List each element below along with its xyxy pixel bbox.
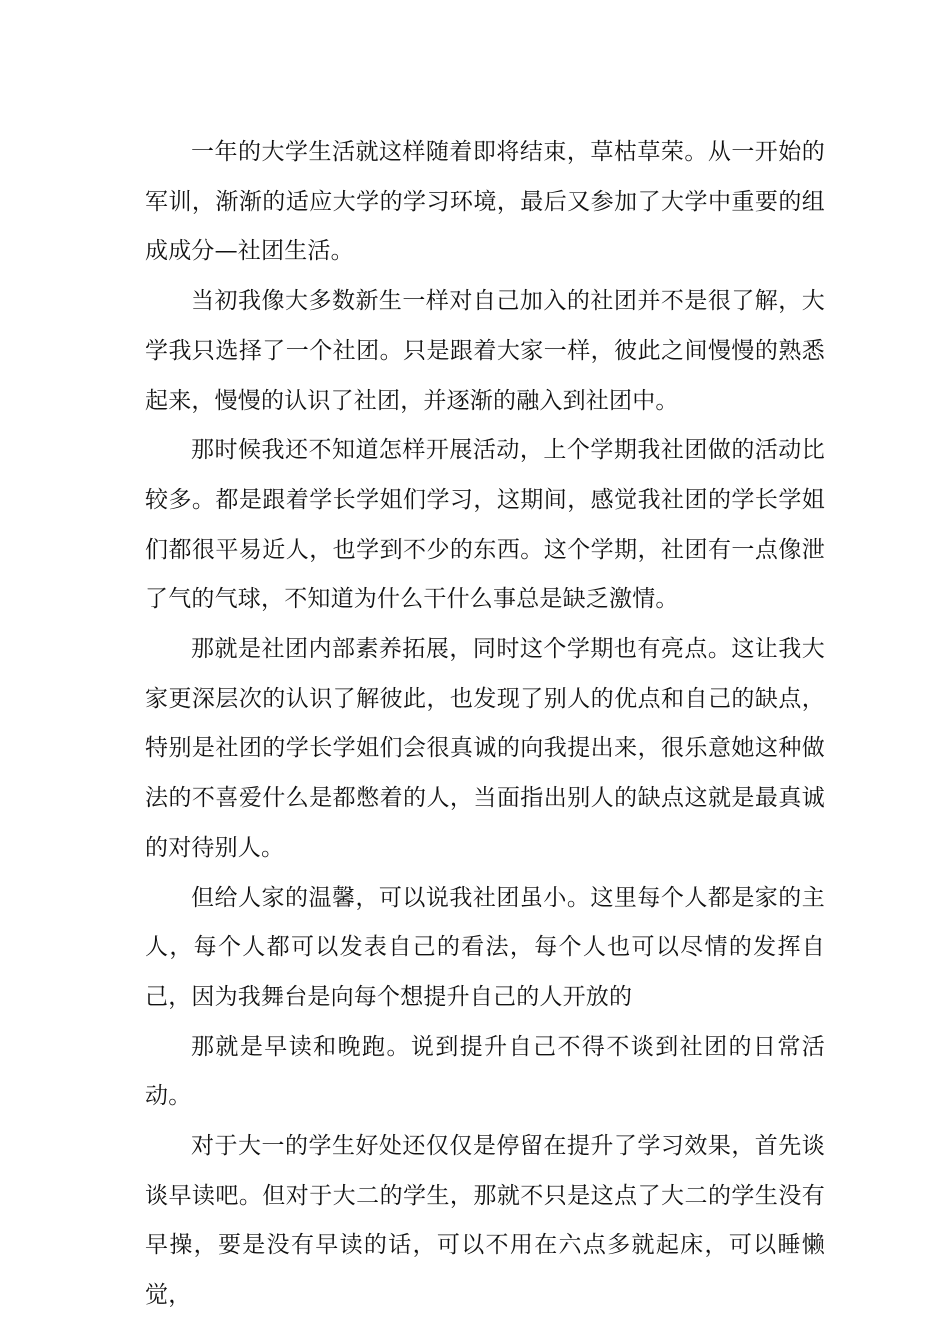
paragraph-4: 那就是社团内部素养拓展，同时这个学期也有亮点。这让我大家更深层次的认识了解彼此，也发现了别人的优点和自己的缺点，特别是社团的学长学姐们会很真诚的向我提出来，很乐意她这种做法的不喜爱什么是都憋着的人，当面指出别人的缺点这就是最真诚的对待别人。 [145, 636, 825, 861]
document-body [145, 128, 825, 1321]
paragraph-5: 但给人家的温馨，可以说我社团虽小。这里每个人都是家的主人，每个人都可以发表自己的看法，每个人也可以尽情的发挥自己，因为我舞台是向每个想提升自己的人开放的 [145, 884, 825, 1010]
paragraph-3: 那时候我还不知道怎样开展活动，上个学期我社团做的活动比较多。都是跟着学长学姐们学习，这期间，感觉我社团的学长学姐们都很平易近人，也学到不少的东西。这个学期，社团有一点像泄了气的气球，不知道为什么干什么事总是缺乏激情。 [145, 437, 825, 613]
paragraph-2: 当初我像大多数新生一样对自己加入的社团并不是很了解，大学我只选择了一个社团。只是跟着大家一样，彼此之间慢慢的熟悉起来，慢慢的认识了社团，并逐渐的融入到社团中。 [145, 288, 825, 414]
paragraph-6: 那就是早读和晚跑。说到提升自己不得不谈到社团的日常活动。 [145, 1033, 825, 1110]
paragraph-1: 一年的大学生活就这样随着即将结束，草枯草荣。从一开始的军训，渐渐的适应大学的学习环境，最后又参加了大学中重要的组成成分—社团生活。 [145, 139, 825, 265]
paragraph-7: 对于大一的学生好处还仅仅是停留在提升了学习效果，首先谈谈早读吧。但对于大二的学生，那就不只是这点了大二的学生没有早操，要是没有早读的话，可以不用在六点多就起床，可以睡懒觉， [145, 1133, 825, 1309]
